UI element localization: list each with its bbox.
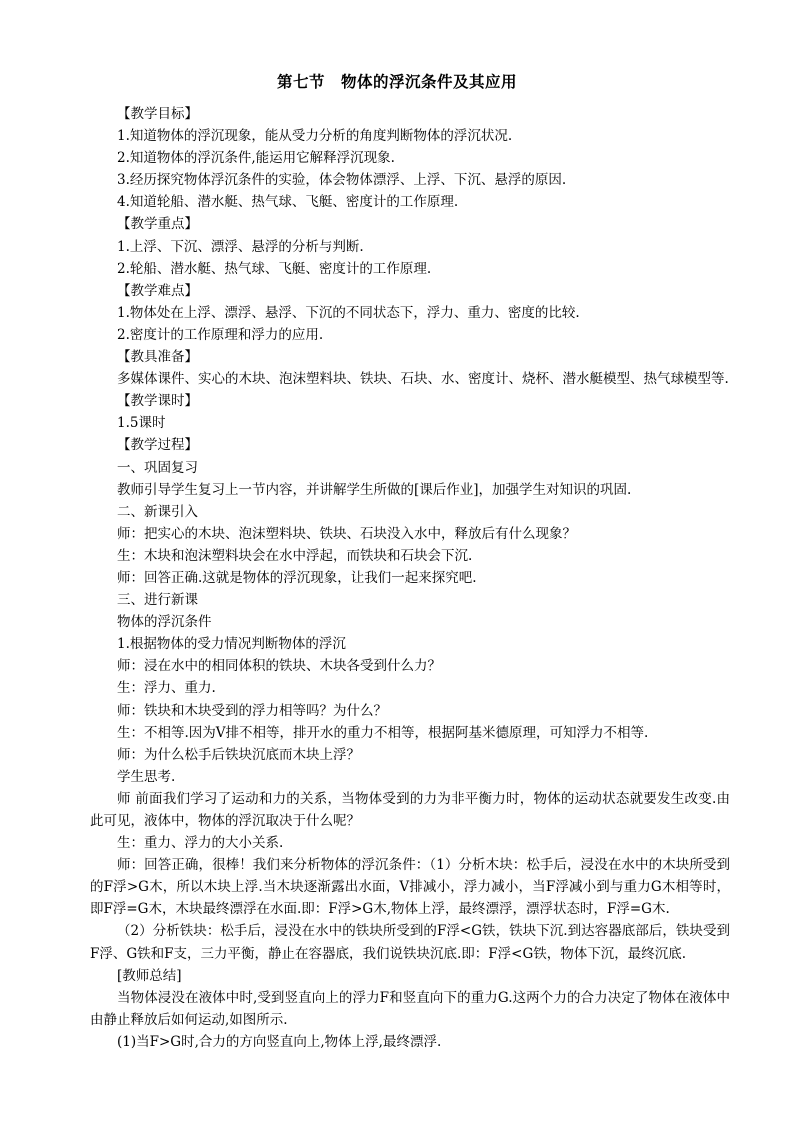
paragraph: 二、新课引入 bbox=[117, 503, 198, 520]
paragraph: 2.密度计的工作原理和浮力的应用. bbox=[117, 326, 324, 343]
paragraph: 物体的浮沉条件 bbox=[117, 614, 212, 631]
paragraph: 师 前面我们学习了运动和力的关系，当物体受到的力为非平衡力时，物体的运动状态就要发生改变.由此可见，液体中，物体的浮沉取决于什么呢？ bbox=[90, 790, 730, 829]
paragraph: 1.5课时 bbox=[117, 415, 166, 432]
paragraph: 【教学过程】 bbox=[117, 437, 198, 454]
paragraph: 师：浸在水中的相同体积的铁块、木块各受到什么力？ bbox=[117, 658, 441, 675]
paragraph: 当物体浸没在液体中时,受到竖直向上的浮力F和竖直向下的重力G.这两个力的合力决定了物体在液体中由静止释放后如何运动,如图所示. bbox=[90, 989, 730, 1028]
paragraph: 【教学目标】 bbox=[117, 106, 198, 122]
document-body bbox=[90, 103, 730, 1053]
paragraph: 三、进行新课 bbox=[117, 592, 198, 609]
paragraph: 【教学课时】 bbox=[117, 393, 198, 410]
paragraph: 【教具准备】 bbox=[117, 349, 198, 366]
paragraph: 1.根据物体的受力情况判断物体的浮沉 bbox=[117, 636, 346, 653]
paragraph: [教师总结] bbox=[117, 967, 182, 984]
paragraph: (1)当F>G时,合力的方向竖直向上,物体上浮,最终漂浮. bbox=[117, 1033, 442, 1050]
paragraph: 【教学难点】 bbox=[117, 282, 198, 299]
paragraph: 2.知道物体的浮沉条件,能运用它解释浮沉现象. bbox=[117, 150, 395, 167]
paragraph: 学生思考. bbox=[117, 768, 176, 785]
paragraph: 师：把实心的木块、泡沫塑料块、铁块、石块没入水中，释放后有什么现象？ bbox=[117, 525, 576, 542]
paragraph: 1.上浮、下沉、漂浮、悬浮的分析与判断. bbox=[117, 238, 364, 255]
paragraph: 生：木块和泡沫塑料块会在水中浮起，而铁块和石块会下沉. bbox=[117, 547, 473, 564]
document-title: 第七节 物体的浮沉条件及其应用 bbox=[276, 72, 517, 91]
paragraph: 生：重力、浮力的大小关系. bbox=[117, 835, 284, 852]
paragraph: 一、巩固复习 bbox=[117, 459, 198, 476]
paragraph: （2）分析铁块：松手后，浸没在水中的铁块所受到的F浮<G铁，铁块下沉.到达容器底部后，铁块受到F浮、G铁和F支，三力平衡，静止在容器底，我们说铁块沉底.即：F浮<G铁，物体下沉，最终沉底. bbox=[90, 923, 730, 962]
paragraph: 4.知道轮船、潜水艇、热气球、飞艇、密度计的工作原理. bbox=[117, 194, 459, 211]
paragraph: 师：铁块和木块受到的浮力相等吗？为什么？ bbox=[117, 702, 387, 719]
paragraph: 多媒体课件、实心的木块、泡沫塑料块、铁块、石块、水、密度计、烧杯、潜水艇模型、热气球模型等. bbox=[117, 371, 729, 388]
paragraph: 师：回答正确.这就是物体的浮沉现象，让我们一起来探究吧. bbox=[117, 569, 477, 586]
paragraph: 教师引导学生复习上一节内容，并讲解学生所做的[课后作业]，加强学生对知识的巩固. bbox=[117, 481, 632, 498]
paragraph: 师：为什么松手后铁块沉底而木块上浮？ bbox=[117, 746, 360, 763]
paragraph: 生：不相等.因为V排不相等，排开水的重力不相等，根据阿基米德原理，可知浮力不相等. bbox=[117, 724, 649, 741]
paragraph: 师：回答正确，很棒！我们来分析物体的浮沉条件：（1）分析木块：松手后，浸没在水中的木块所受到的F浮>G木，所以木块上浮.当木块逐渐露出水面，V排减小，浮力减小，当F浮减小到与重力G木相等时，即F浮=G木，木块最终漂浮在水面.即：F浮>G木,物体上浮，最终漂浮，漂浮状态时，F浮=G木. bbox=[90, 857, 730, 918]
paragraph: 1.物体处在上浮、漂浮、悬浮、下沉的不同状态下，浮力、重力、密度的比较. bbox=[117, 304, 580, 321]
paragraph: 1.知道物体的浮沉现象，能从受力分析的角度判断物体的浮沉状况. bbox=[117, 128, 513, 145]
paragraph: 【教学重点】 bbox=[117, 216, 198, 233]
paragraph: 生：浮力、重力. bbox=[117, 680, 216, 697]
paragraph: 2.轮船、潜水艇、热气球、飞艇、密度计的工作原理. bbox=[117, 260, 432, 277]
paragraph: 3.经历探究物体浮沉条件的实验，体会物体漂浮、上浮、下沉、悬浮的原因. bbox=[117, 172, 567, 189]
